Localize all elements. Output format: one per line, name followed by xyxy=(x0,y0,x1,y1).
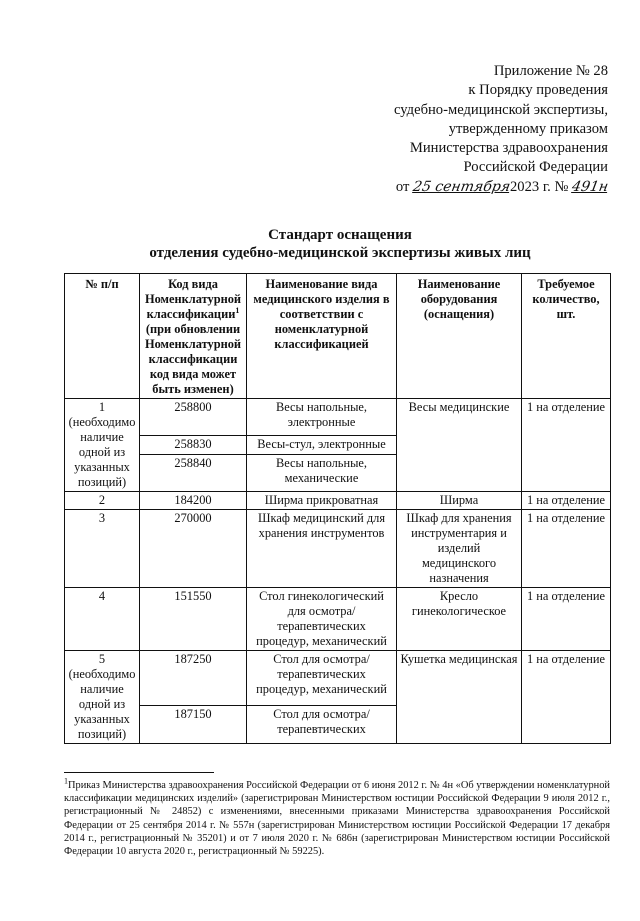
row-code: 151550 xyxy=(140,588,247,651)
header-code-footnote-mark: 1 xyxy=(235,305,240,315)
footnote xyxy=(64,776,610,858)
row-code: 270000 xyxy=(140,510,247,588)
table-row xyxy=(65,492,611,510)
document-title: Стандарт оснащения xyxy=(268,227,412,243)
header-code-title: Код вида Номенклатурной классификации xyxy=(144,277,242,321)
date-year: 2023 г. № xyxy=(509,178,569,195)
row-quantity: 1 на отделение xyxy=(522,588,611,651)
row-device-name: Стол гинекологический для осмотра/ терапевтических процедур, механический xyxy=(247,588,397,651)
row-num: 2 xyxy=(65,492,140,510)
row-quantity: 1 на отделение xyxy=(522,651,611,744)
footnote-mark: 1 xyxy=(64,776,68,786)
header-line-federation: Российской Федерации xyxy=(463,159,608,176)
order-date-line xyxy=(394,178,608,197)
row-device-name: Весы-стул, электронные xyxy=(247,435,397,455)
handwritten-date: 25 сентября xyxy=(411,178,512,195)
header-device-name: Наименование вида медицинского изделия в соответствии с номенклатурной классификацией xyxy=(247,274,397,399)
row-device-name: Ширма прикроватная xyxy=(247,492,397,510)
table-row xyxy=(65,651,611,706)
header-line-ministry: Министерства здравоохранения xyxy=(409,140,608,157)
row-num: 1 (необходимо наличие одной из указанных позиций) xyxy=(65,399,140,492)
header-line-procedure: к Порядку проведения xyxy=(468,82,608,99)
table-row xyxy=(65,399,611,436)
row-device-name: Стол для осмотра/ терапевтических процедур, механический xyxy=(247,651,397,706)
table-row xyxy=(65,588,611,651)
row-equipment: Весы медицинские xyxy=(397,399,522,492)
row-code: 187250 xyxy=(140,651,247,706)
row-code: 184200 xyxy=(140,492,247,510)
row-code: 187150 xyxy=(140,706,247,744)
footnote-divider xyxy=(64,772,214,773)
row-device-name: Весы напольные, механические xyxy=(247,455,397,492)
row-code: 258800 xyxy=(140,399,247,436)
row-num: 4 xyxy=(65,588,140,651)
equipment-standard-table xyxy=(64,273,611,744)
header-code-note: (при обновлении Номенклатурной классификации код вида может быть изменен) xyxy=(144,322,242,396)
header-quantity: Требуемое количество, шт. xyxy=(522,274,611,399)
header-equipment: Наименование оборудования (оснащения) xyxy=(397,274,522,399)
header-line-appendix: Приложение № 28 xyxy=(493,63,608,79)
row-device-name: Стол для осмотра/ терапевтических xyxy=(247,706,397,744)
handwritten-order-number: 491н xyxy=(570,178,610,195)
row-code: 258830 xyxy=(140,435,247,455)
table-row xyxy=(65,510,611,588)
header-line-expertise: судебно-медицинской экспертизы, xyxy=(394,101,608,118)
appendix-header xyxy=(394,62,608,197)
row-equipment: Шкаф для хранения инструментария и изделий медицинского назначения xyxy=(397,510,522,588)
row-equipment: Кресло гинекологическое xyxy=(397,588,522,651)
row-device-name: Весы напольные, электронные xyxy=(247,399,397,436)
row-quantity: 1 на отделение xyxy=(522,510,611,588)
row-num: 3 xyxy=(65,510,140,588)
table-header-row xyxy=(65,274,611,399)
row-quantity: 1 на отделение xyxy=(522,492,611,510)
header-num: № п/п xyxy=(65,274,140,399)
header-line-approved: утвержденному приказом xyxy=(448,120,608,137)
document-subtitle: отделения судебно-медицинской экспертизы живых лиц xyxy=(149,245,531,261)
header-code xyxy=(140,274,247,399)
row-device-name: Шкаф медицинский для хранения инструментов xyxy=(247,510,397,588)
row-quantity: 1 на отделение xyxy=(522,399,611,492)
row-code: 258840 xyxy=(140,455,247,492)
row-num: 5 (необходимо наличие одной из указанных позиций) xyxy=(65,651,140,744)
date-prefix: от xyxy=(395,178,410,195)
row-equipment: Ширма xyxy=(397,492,522,510)
row-equipment: Кушетка медицинская xyxy=(397,651,522,744)
footnote-text: Приказ Министерства здравоохранения Российской Федерации от 6 июня 2012 г. № 4н «Об утверждении номенклатурной классификации медицинских изделий» (зарегистрирован Министерством юстиции Российской Федерации 9 июля 2012 г., регистрационный № 24852) с изменениями, внесенными приказами Министерства здравоохранения Российской Федерации от 25 сентября 2014 г. № 557н (зарегистрирован Министерством юстиции Российской Федерации 17 декабря 2014 г., регистрационный № 35201) и от 7 июля 2020 г. № 686н (зарегистрирован Министерством юстиции Российской Федерации 10 августа 2020 г., регистрационный № 59225). xyxy=(64,780,610,858)
